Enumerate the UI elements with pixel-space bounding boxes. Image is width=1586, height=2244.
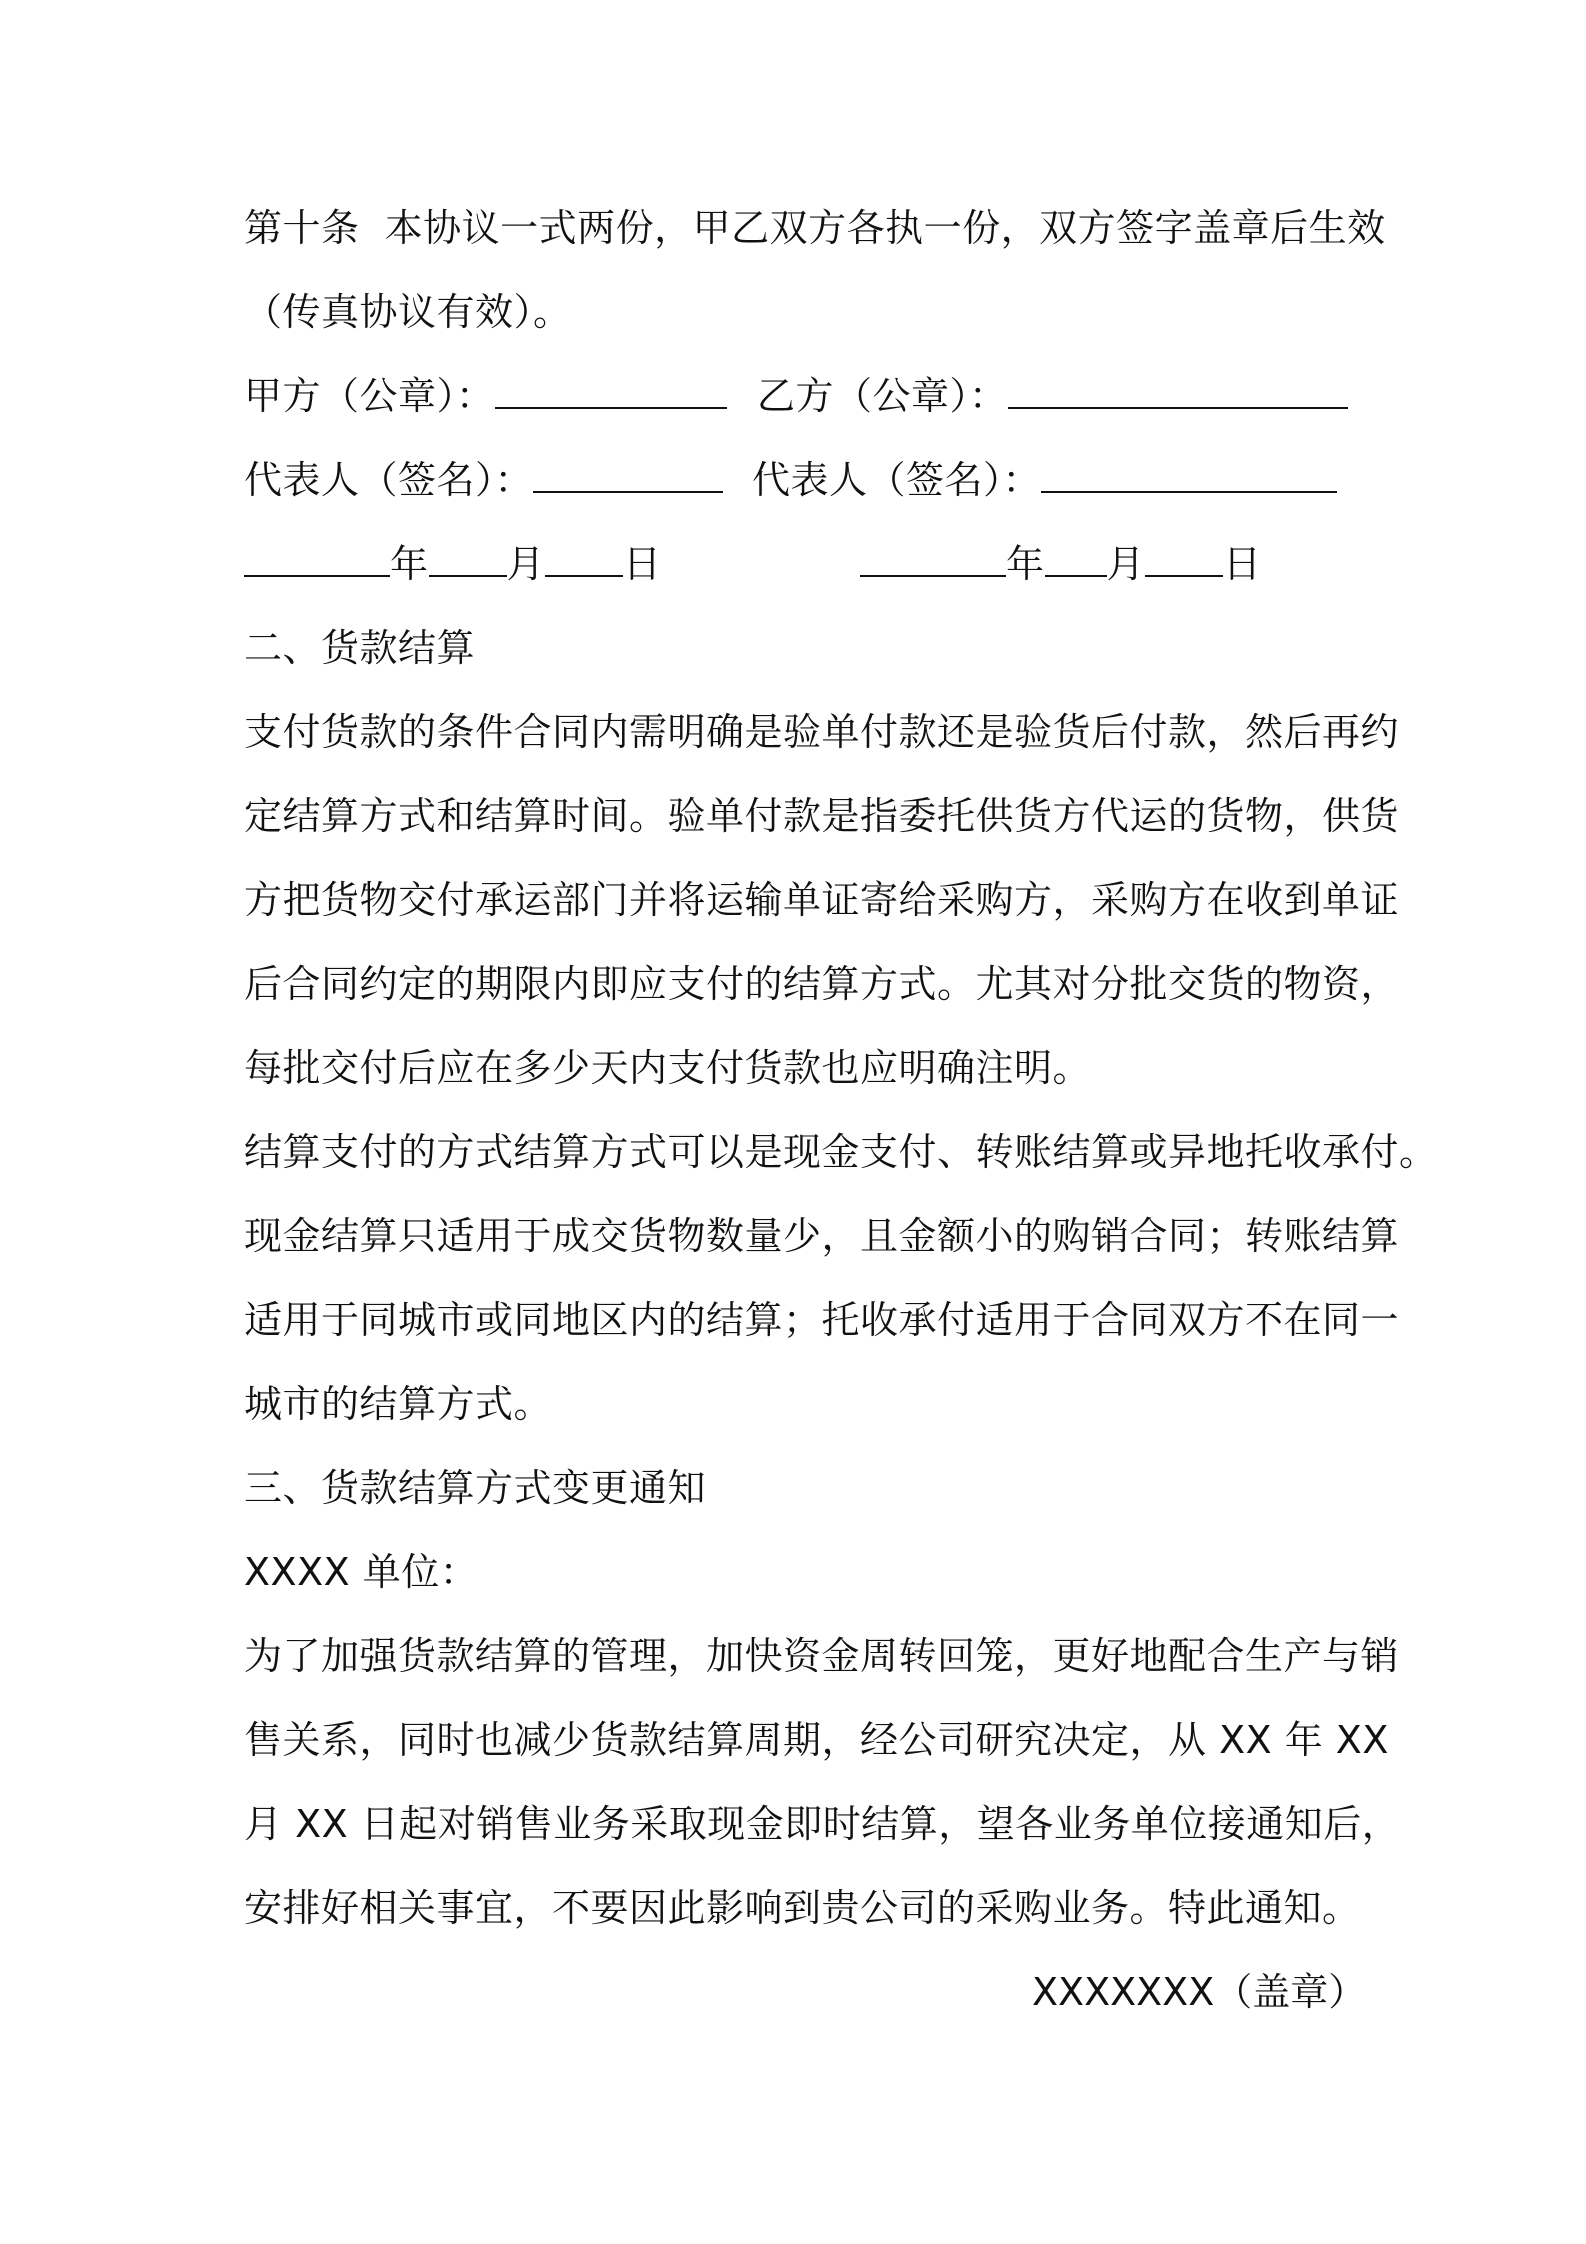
section2-p1-line: 每批交付后应在多少天内支付货款也应明确注明。 [244, 1046, 1092, 1090]
article10-line1: 第十条 本协议一式两份，甲乙双方各执一份，双方签字盖章后生效 [244, 206, 1386, 250]
article10-line2: （传真协议有效）。 [244, 290, 572, 334]
rep-b-label: 代表人（签名）： [752, 458, 1042, 502]
date-b-day-blank [1145, 541, 1223, 577]
rep-b-blank [1041, 457, 1337, 493]
date-a-day-blank [545, 541, 623, 577]
section2-p2-line: 结算支付的方式结算方式可以是现金支付、转账结算或异地托收承付。 [244, 1130, 1438, 1174]
date-a-year-blank [244, 541, 390, 577]
date-a-month-blank [429, 541, 507, 577]
section2-p1-line: 定结算方式和结算时间。验单付款是指委托供货方代运的货物，供货 [244, 794, 1400, 838]
party-b-seal-blank [1008, 373, 1348, 409]
section2-p2-line: 现金结算只适用于成交货物数量少，且金额小的购销合同；转账结算 [244, 1214, 1400, 1258]
rep-b-row [752, 455, 1337, 505]
date-b-month: 月 [1106, 542, 1146, 586]
section2-p1-line: 支付货款的条件合同内需明确是验单付款还是验货后付款，然后再约 [244, 710, 1400, 754]
notice-body-line: 安排好相关事宜，不要因此影响到贵公司的采购业务。特此通知。 [244, 1886, 1361, 1930]
party-b-seal-row [757, 371, 1348, 421]
section3-heading: 三、货款结算方式变更通知 [244, 1466, 707, 1510]
rep-a-label: 代表人（签名）： [244, 458, 534, 502]
rep-a-blank [533, 457, 723, 493]
section2-p2-line: 适用于同城市或同地区内的结算；托收承付适用于合同双方不在同一 [244, 1298, 1400, 1342]
date-b-day: 日 [1223, 542, 1262, 586]
notice-body-line: 月 XX 日起对销售业务采取现金即时结算，望各业务单位接通知后， [244, 1802, 1401, 1846]
date-b-year: 年 [1006, 542, 1045, 586]
party-a-label: 甲方（公章）： [244, 374, 495, 418]
party-a-seal-row [244, 371, 727, 421]
section2-p1-line: 方把货物交付承运部门并将运输单证寄给采购方，采购方在收到单证 [244, 878, 1400, 922]
date-a-row [244, 539, 662, 589]
date-a-month: 月 [506, 542, 546, 586]
section2-heading: 二、货款结算 [244, 626, 476, 670]
notice-body-line: 为了加强货款结算的管理，加快资金周转回笼，更好地配合生产与销 [244, 1634, 1400, 1678]
section2-p1-line: 后合同约定的期限内即应支付的结算方式。尤其对分批交货的物资， [244, 962, 1400, 1006]
date-a-day: 日 [623, 542, 662, 586]
notice-signature: XXXXXXX（盖章） [1032, 1970, 1367, 2014]
date-b-year-blank [860, 541, 1006, 577]
party-b-label: 乙方（公章）： [757, 374, 1008, 418]
section2-p2-line: 城市的结算方式。 [244, 1382, 553, 1426]
date-b-month-blank [1045, 541, 1107, 577]
rep-a-row [244, 455, 723, 505]
notice-body-line: 售关系，同时也减少货款结算周期，经公司研究决定，从 XX 年 XX [244, 1718, 1389, 1762]
notice-addressee: XXXX 单位： [244, 1550, 479, 1594]
date-a-year: 年 [390, 542, 429, 586]
date-b-row [860, 539, 1262, 589]
party-a-seal-blank [495, 373, 727, 409]
